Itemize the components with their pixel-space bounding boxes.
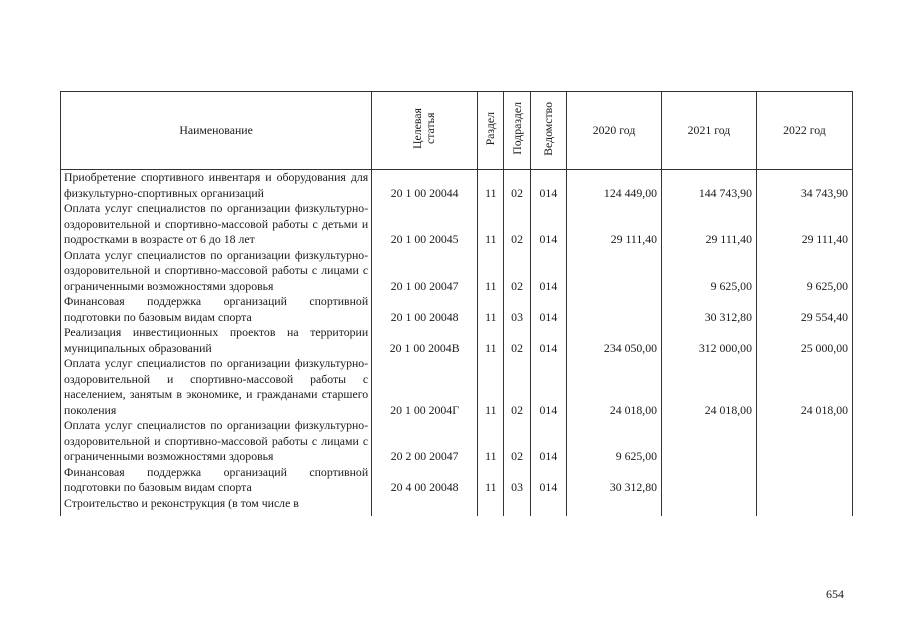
table-header-row: [61, 92, 853, 170]
header-name: Наименование: [61, 92, 372, 170]
row-2021: 29 111,40: [662, 201, 757, 248]
row-dept: 014: [530, 418, 566, 465]
row-2022: 34 743,90: [756, 170, 852, 202]
row-dept: 014: [530, 356, 566, 418]
row-name: Оплата услуг специалистов по организации физкультурно-оздоровительной и спортивно-массовой работы с детьми и подростками в возрасте от 6 до 18 лет: [61, 201, 372, 248]
row-2020: [567, 496, 662, 516]
row-2020: 234 050,00: [567, 325, 662, 356]
table-row: [61, 356, 853, 418]
row-target: 20 4 00 20048: [372, 465, 478, 496]
budget-table: [60, 91, 853, 516]
row-section: 11: [478, 418, 504, 465]
row-2021: [662, 496, 757, 516]
row-dept: 014: [530, 465, 566, 496]
row-2020: [567, 248, 662, 295]
row-2022: [756, 418, 852, 465]
row-name: Финансовая поддержка организаций спортивной подготовки по базовым видам спорта: [61, 294, 372, 325]
header-dept: [530, 92, 566, 170]
row-2020: 30 312,80: [567, 465, 662, 496]
row-2020: 29 111,40: [567, 201, 662, 248]
row-name: Строительство и реконструкция (в том числе в: [61, 496, 372, 516]
row-dept: [530, 496, 566, 516]
row-section: 11: [478, 248, 504, 295]
row-target: 20 1 00 20045: [372, 201, 478, 248]
row-subsection: 03: [504, 294, 530, 325]
row-2021: 9 625,00: [662, 248, 757, 295]
row-2020: [567, 294, 662, 325]
row-2022: [756, 465, 852, 496]
row-dept: 014: [530, 248, 566, 295]
row-2022: [756, 496, 852, 516]
row-name: Финансовая поддержка организаций спортивной подготовки по базовым видам спорта: [61, 465, 372, 496]
row-2021: [662, 465, 757, 496]
row-section: 11: [478, 465, 504, 496]
row-subsection: 02: [504, 170, 530, 202]
row-target: 20 2 00 20047: [372, 418, 478, 465]
row-2021: 144 743,90: [662, 170, 757, 202]
row-dept: 014: [530, 325, 566, 356]
header-2020: 2020 год: [567, 92, 662, 170]
row-2021: [662, 418, 757, 465]
header-subsection-text: Подраздел: [509, 102, 524, 155]
header-subsection: [504, 92, 530, 170]
row-2022: 25 000,00: [756, 325, 852, 356]
row-2021: 312 000,00: [662, 325, 757, 356]
header-target: [372, 92, 478, 170]
row-2022: 29 554,40: [756, 294, 852, 325]
row-2020: 9 625,00: [567, 418, 662, 465]
row-section: 11: [478, 294, 504, 325]
row-subsection: 02: [504, 201, 530, 248]
header-2021: 2021 год: [662, 92, 757, 170]
row-name: Приобретение спортивного инвентаря и оборудования для физкультурно-спортивных организаций: [61, 170, 372, 202]
row-2021: 30 312,80: [662, 294, 757, 325]
row-name: Оплата услуг специалистов по организации физкультурно-оздоровительной и спортивно-массовой работы с населением, занятым в экономике, и гражданами старшего поколения: [61, 356, 372, 418]
row-name: Оплата услуг специалистов по организации физкультурно-оздоровительной и спортивно-массовой работы с лицами с ограниченными возможностями здоровья: [61, 248, 372, 295]
header-dept-text: Ведомство: [540, 101, 555, 156]
row-section: 11: [478, 170, 504, 202]
table-row: [61, 201, 853, 248]
row-dept: 014: [530, 170, 566, 202]
row-2020: 124 449,00: [567, 170, 662, 202]
row-section: 11: [478, 356, 504, 418]
row-subsection: [504, 496, 530, 516]
row-section: 11: [478, 201, 504, 248]
row-target: 20 1 00 20048: [372, 294, 478, 325]
row-section: [478, 496, 504, 516]
row-target: 20 1 00 2004Г: [372, 356, 478, 418]
row-2020: 24 018,00: [567, 356, 662, 418]
table-row: [61, 294, 853, 325]
table-row: [61, 418, 853, 465]
row-name: Оплата услуг специалистов по организации физкультурно-оздоровительной и спортивно-массовой работы с лицами с ограниченными возможностями здоровья: [61, 418, 372, 465]
header-target-text: Целевая статья: [409, 108, 437, 149]
row-target: 20 1 00 20047: [372, 248, 478, 295]
row-name: Реализация инвестиционных проектов на территории муниципальных образований: [61, 325, 372, 356]
row-target: 20 1 00 20044: [372, 170, 478, 202]
row-target: 20 1 00 2004B: [372, 325, 478, 356]
row-2022: 9 625,00: [756, 248, 852, 295]
budget-table-frame: [60, 91, 853, 581]
row-subsection: 02: [504, 418, 530, 465]
table-row: [61, 496, 853, 516]
row-subsection: 02: [504, 356, 530, 418]
header-section: [478, 92, 504, 170]
row-dept: 014: [530, 294, 566, 325]
table-row: [61, 170, 853, 202]
table-row: [61, 325, 853, 356]
header-section-text: Раздел: [483, 111, 498, 146]
row-target: [372, 496, 478, 516]
page-number: 654: [826, 587, 844, 601]
row-2021: 24 018,00: [662, 356, 757, 418]
row-dept: 014: [530, 201, 566, 248]
row-2022: 24 018,00: [756, 356, 852, 418]
table-row: [61, 248, 853, 295]
table-row: [61, 465, 853, 496]
row-subsection: 03: [504, 465, 530, 496]
row-subsection: 02: [504, 325, 530, 356]
row-section: 11: [478, 325, 504, 356]
row-2022: 29 111,40: [756, 201, 852, 248]
header-2022: 2022 год: [756, 92, 852, 170]
row-subsection: 02: [504, 248, 530, 295]
